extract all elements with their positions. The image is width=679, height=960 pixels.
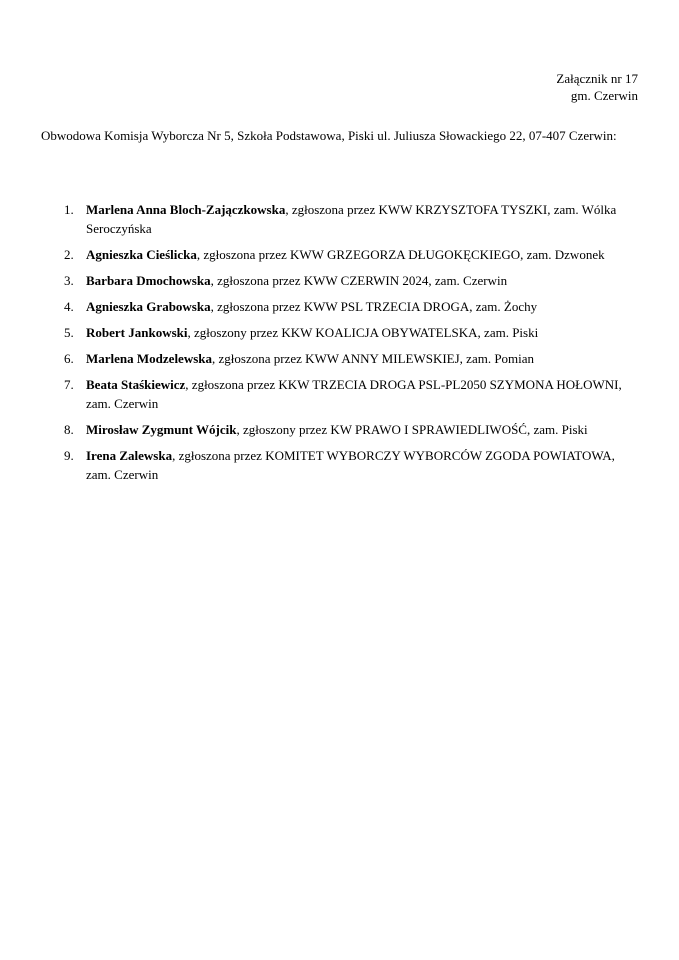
item-number: 4.: [64, 299, 74, 314]
member-details: , zgłoszona przez KWW ANNY MILEWSKIEJ, zam. Pomian: [212, 351, 535, 366]
member-details: , zgłoszona przez KWW GRZEGORZA DŁUGOKĘCKIEGO, zam. Dzwonek: [196, 247, 605, 262]
member-details: , zgłoszona przez KWW KRZYSZTOFA TYSZKI, zam. Wólka Seroczyńska: [86, 202, 617, 236]
item-number: 2.: [64, 247, 74, 262]
list-item: [53, 297, 638, 316]
member-details: , zgłoszona przez KKW TRZECIA DROGA PSL-PL2050 SZYMONA HOŁOWNI, zam. Czerwin: [86, 377, 622, 411]
member-details: , zgłoszona przez KWW CZERWIN 2024, zam. Czerwin: [210, 273, 508, 288]
attachment-header: [556, 70, 638, 104]
commission-description: Obwodowa Komisja Wyborcza Nr 5, Szkoła Podstawowa, Piski ul. Juliusza Słowackiego 22, 07-407 Czerwin:: [41, 128, 617, 143]
member-details: , zgłoszona przez KOMITET WYBORCZY WYBORCÓW ZGODA POWIATOWA, zam. Czerwin: [86, 448, 615, 482]
member-name: Irena Zalewska: [86, 448, 173, 463]
list-item: [53, 245, 638, 264]
member-details: , zgłoszony przez KKW KOALICJA OBYWATELSKA, zam. Piski: [187, 325, 539, 340]
list-item: [53, 349, 638, 368]
gmina-label: gm. Czerwin: [570, 88, 638, 103]
item-number: 6.: [64, 351, 74, 366]
member-name: Agnieszka Grabowska: [86, 299, 211, 314]
member-name: Beata Staśkiewicz: [86, 377, 186, 392]
item-number: 8.: [64, 422, 74, 437]
list-item: [53, 446, 638, 484]
members-list: [53, 200, 638, 491]
list-item: [53, 375, 638, 413]
list-item: [53, 323, 638, 342]
member-details: , zgłoszona przez KWW PSL TRZECIA DROGA, zam. Żochy: [210, 299, 538, 314]
member-name: Agnieszka Cieślicka: [86, 247, 197, 262]
member-name: Mirosław Zygmunt Wójcik: [86, 422, 237, 437]
member-name: Barbara Dmochowska: [86, 273, 211, 288]
attachment-number: Załącznik nr 17: [556, 71, 638, 86]
item-number: 7.: [64, 377, 74, 392]
item-number: 9.: [64, 448, 74, 463]
list-item: [53, 200, 638, 238]
member-name: Marlena Modzelewska: [86, 351, 213, 366]
member-name: Robert Jankowski: [86, 325, 188, 340]
item-number: 1.: [64, 202, 74, 217]
list-item: [53, 420, 638, 439]
member-name: Marlena Anna Bloch-Zajączkowska: [86, 202, 286, 217]
item-number: 5.: [64, 325, 74, 340]
item-number: 3.: [64, 273, 74, 288]
list-item: [53, 271, 638, 290]
member-details: , zgłoszony przez KW PRAWO I SPRAWIEDLIWOŚĆ, zam. Piski: [236, 422, 588, 437]
